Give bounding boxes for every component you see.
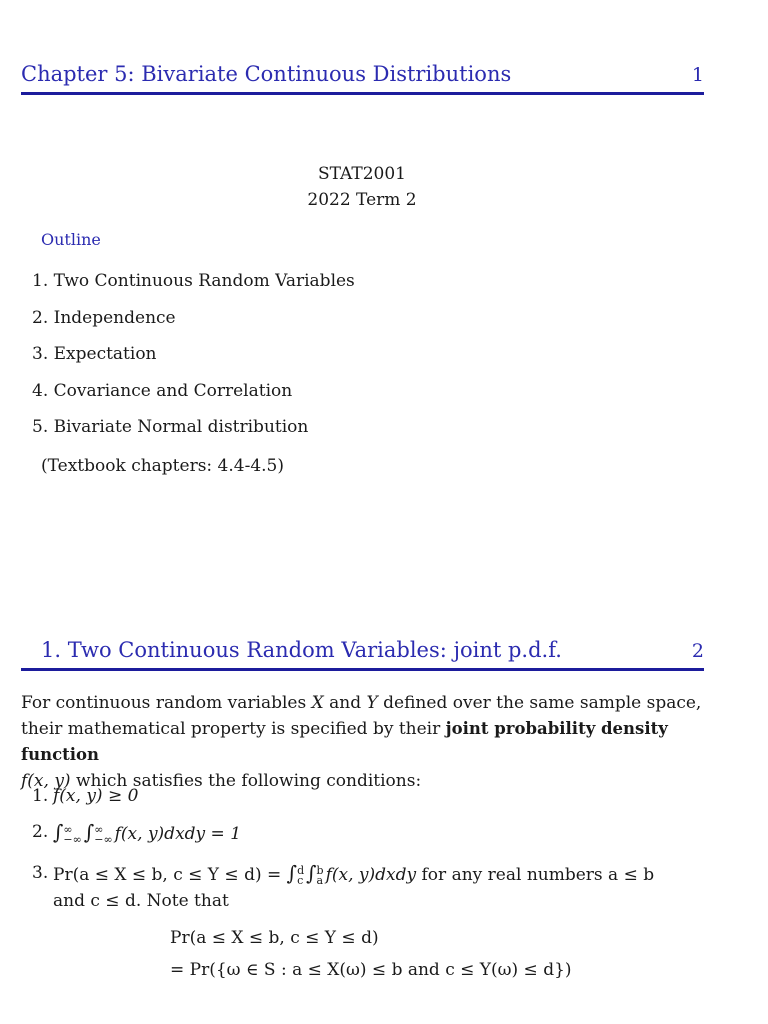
slide-2-number: 2 [691,640,704,662]
outline-heading: Outline [41,230,101,249]
outline-item: 1. Two Continuous Random Variables [32,271,355,291]
slide-1-title: Chapter 5: Bivariate Continuous Distributions [21,62,512,86]
key-term: joint probability density function [21,719,668,764]
outline-list [32,270,355,453]
outline-item: 3. Expectation [32,344,157,365]
slide-1-header [21,52,704,95]
equation-line-2: = Pr({ω ∈ S : a ≤ X(ω) ≤ b and c ≤ Y(ω) ≤ d}) [170,960,572,980]
equation-line-1: Pr(a ≤ X ≤ b, c ≤ Y ≤ d) [170,928,379,948]
outline-item: 5. Bivariate Normal distribution [32,417,309,438]
course-term: 2022 Term 2 [307,190,417,210]
slide-2-title: 1. Two Continuous Random Variables: joint p.d.f. [41,638,562,662]
course-code: STAT2001 [317,164,406,184]
slide-1-number: 1 [691,64,704,86]
textbook-reference: (Textbook chapters: 4.4-4.5) [41,456,284,476]
slide-2-header [21,628,704,671]
outline-item: 2. Independence [32,307,176,328]
condition-3: 3. Pr(a ≤ X ≤ b, c ≤ Y ≤ d) = ∫ d c ∫ b a f(x, y)dxdy for any real numbers a ≤ b and c ≤ d. Note that [32,861,655,911]
intro-paragraph: For continuous random variables X and Y defined over the same sample space, their mathematical property is specified by their joint probability density function f(x, y) which satisfies the following conditions: [21,693,702,791]
outline-item: 4. Covariance and Correlation [32,380,293,401]
condition-1: 1. f(x, y) ≥ 0 [32,786,139,806]
condition-2: 2. ∫ ∞ −∞ ∫ ∞ −∞ f(x, y)dxdy = 1 [32,820,242,846]
